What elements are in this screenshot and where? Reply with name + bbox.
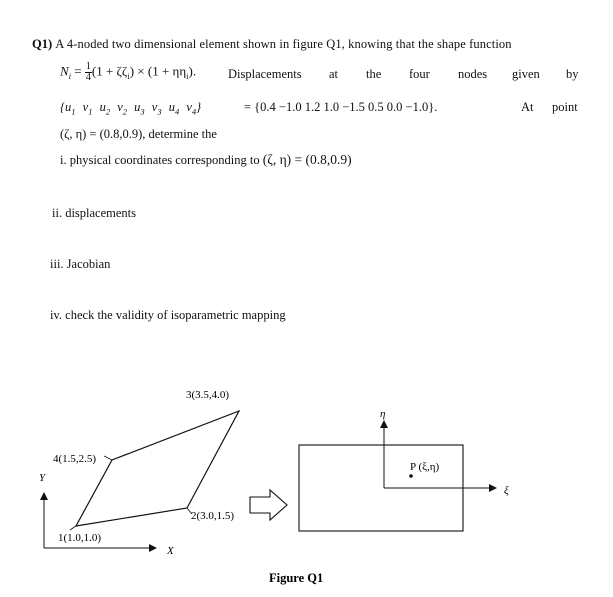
line2-word: Displacements <box>228 67 302 81</box>
line2-word: the <box>366 67 382 81</box>
line2-word: by <box>566 67 579 81</box>
node-3-label: 3(3.5,4.0) <box>186 389 230 401</box>
physical-element <box>76 411 239 526</box>
at-word: At <box>521 100 534 114</box>
mapping-arrow <box>250 490 287 520</box>
point-word: point <box>552 100 578 114</box>
figure-caption: Figure Q1 <box>269 571 324 585</box>
item-iv: iv. check the validity of isoparametric mapping <box>50 308 286 322</box>
node-4-label: 4(1.5,2.5) <box>53 453 97 465</box>
question-intro: A 4-noded two dimensional element shown in figure Q1, knowing that the shape function <box>55 37 512 51</box>
line2-word: four <box>409 67 430 81</box>
xi-label: ξ <box>504 485 509 497</box>
line2-word: nodes <box>458 67 488 81</box>
node-2-label: 2(3.0,1.5) <box>191 510 235 522</box>
item-ii: ii. displacements <box>52 206 137 220</box>
item-i: i. physical coordinates corresponding to (ζ, η) = (0.8,0.9) <box>60 152 352 167</box>
line2-word: at <box>329 67 339 81</box>
node-1-label: 1(1.0,1.0) <box>58 532 102 544</box>
fraction: $\frac{1}{4}$ <box>85 61 91 83</box>
shape-function: $N_i$ = $\frac{1}{4}$ $(1 + \zeta\zeta_i) \times (1 + \eta\eta_i)$. <box>60 61 197 83</box>
y-axis-label: Y <box>39 472 46 484</box>
leader-node-4 <box>104 456 112 460</box>
point-line: (ζ, η) = (0.8,0.9), determine the <box>60 127 217 141</box>
x-axis-label: X <box>167 545 174 557</box>
point-p-label: P (ξ,η) <box>410 461 440 473</box>
item-iii: iii. Jacobian <box>50 257 111 271</box>
leader-node-1 <box>70 526 76 530</box>
line2-word: given <box>512 67 540 81</box>
point-p-dot <box>409 474 413 478</box>
displacement-vector: {$u_1$ $v_1$ $u_2$ $v_2$ $u_3$ $v_3$ $u_4$ $v_4$} <box>60 100 202 117</box>
eta-label: η <box>380 408 386 420</box>
displacement-values: = {0.4 −1.0 1.2 1.0 −1.5 0.5 0.0 −1.0}. <box>244 100 438 114</box>
question-label: Q1) <box>32 37 53 51</box>
